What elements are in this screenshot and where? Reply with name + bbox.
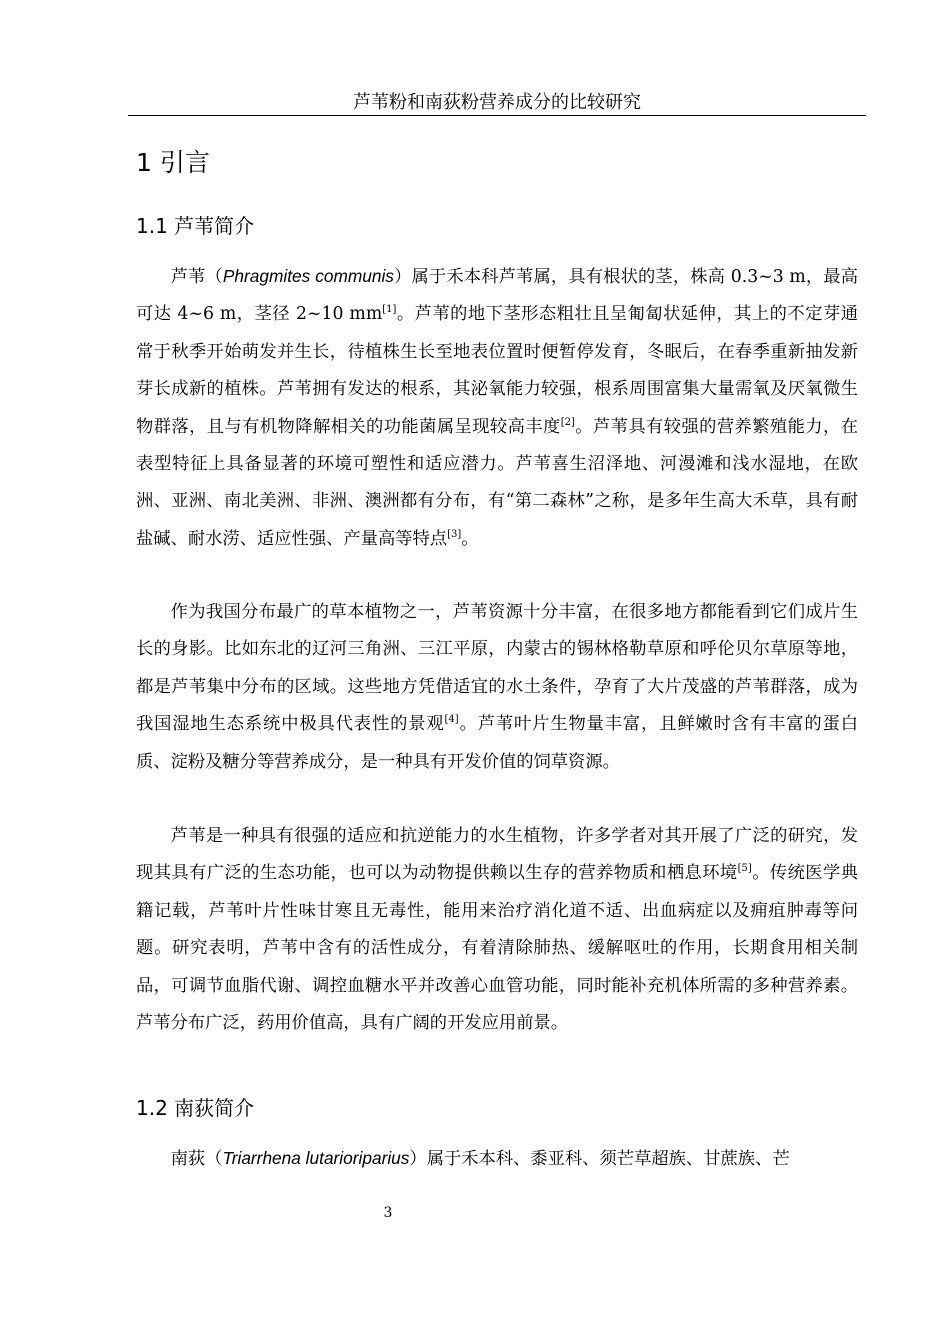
scientific-name: Phragmites communis [222,266,394,286]
citation-ref: [5] [737,863,752,875]
running-header: 芦苇粉和南荻粉营养成分的比较研究 [353,92,641,113]
subsection-heading-nandi: 1.2 南荻简介 [136,1096,255,1120]
citation-ref: [2] [560,416,575,428]
citation-ref: [3] [447,528,462,540]
scientific-name: Triarrhena lutarioriparius [222,1148,410,1168]
header-rule [128,115,866,116]
paragraph-reed-value: 芦苇是一种具有很强的适应和抗逆能力的水生植物，许多学者对其开展了广泛的研究，发现其具有广泛的生态功能，也可以为动物提供赖以生存的营养物质和栖息环境[5]。传统医学典籍记载，芦苇叶片性味甘寒且无毒性，能用来治疗消化道不适、出血病症以及痈疽肿毒等问题。研究表明，芦苇中含有的活性成分，有着清除肺热、缓解呕吐的作用，长期食用相关制品，可调节血脂代谢、调控血糖水平并改善心血管功能，同时能补充机体所需的多种营养素。芦苇分布广泛，药用价值高，具有广阔的开发应用前景。 [136,826,858,1034]
subsection-heading-reed: 1.1 芦苇简介 [136,214,255,238]
citation-ref: [1] [382,304,397,316]
paragraph-nandi-description: 南荻（Triarrhena lutarioriparius）属于禾本科、黍亚科、须芒草超族、甘蔗族、芒 [170,1148,790,1169]
section-heading-introduction: 1 引言 [136,148,210,177]
paragraph-reed-distribution: 作为我国分布最广的草本植物之一，芦苇资源十分丰富，在很多地方都能看到它们成片生长的身影。比如东北的辽河三角洲、三江平原，内蒙古的锡林格勒草原和呼伦贝尔草原等地，都是芦苇集中分布的区域。这些地方凭借适宜的水土条件，孕育了大片茂盛的芦苇群落，成为我国湿地生态系统中极具代表性的景观[4]。芦苇叶片生物量丰富，且鲜嫩时含有丰富的蛋白质、淀粉及糖分等营养成分，是一种具有开发价值的饲草资源。 [136,602,858,772]
citation-ref: [4] [444,714,459,726]
page-number: 3 [383,1205,393,1221]
paragraph-reed-description: 芦苇（Phragmites communis）属于禾本科芦苇属，具有根状的茎，株高 0.3~3 m，最高可达 4~6 m，茎径 2~10 mm[1]。芦苇的地下茎形态粗壮且呈匍匐状延伸，其上的不定芽通常于秋季开始萌发并生长，待植株生长至地表位置时便暂停发育，冬眠后，在春季重新抽发新芽长成新的植株。芦苇拥有发达的根系，其泌氧能力较强，根系周围富集大量需氧及厌氧微生物群落，且与有机物降解相关的功能菌属呈现较高丰度[2]。芦苇具有较强的营养繁殖能力，在表型特征上具备显著的环境可塑性和适应潜力。芦苇喜生沼泽地、河漫滩和浅水湿地，在欧洲、亚洲、南北美洲、非洲、澳洲都有分布，有“第二森林”之称，是多年生高大禾草，具有耐盐碱、耐水涝、适应性强、产量高等特点[3]。 [136,266,858,549]
